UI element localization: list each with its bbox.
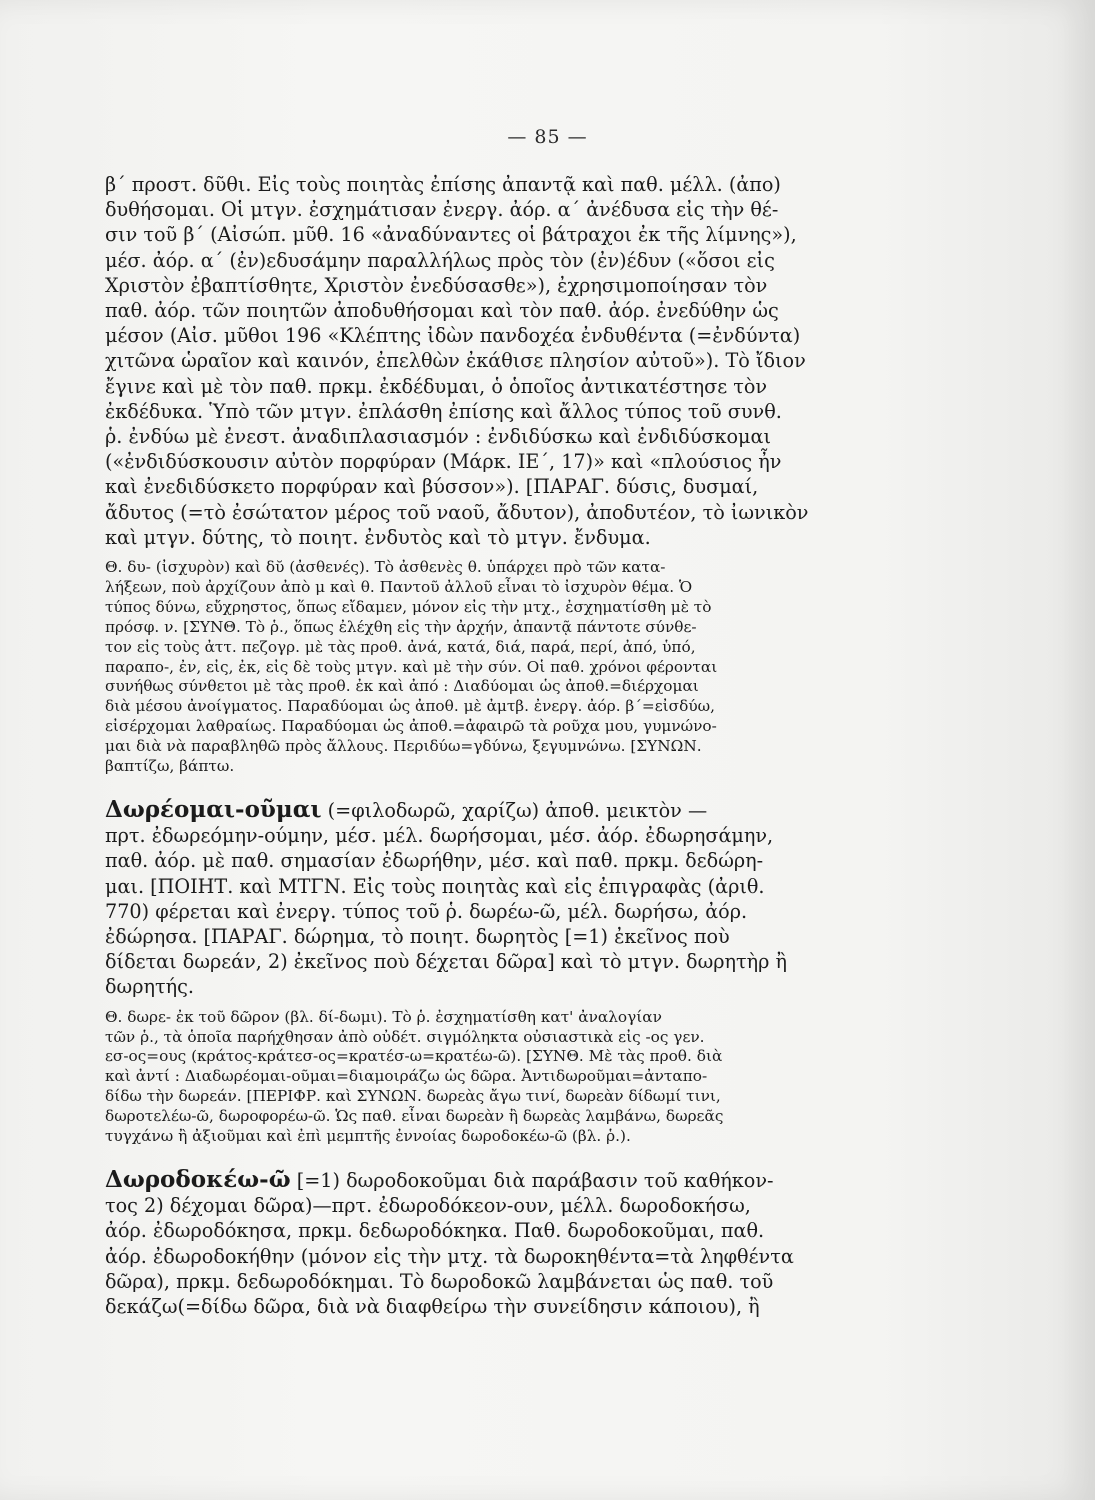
etymology-note — [105, 1008, 895, 1147]
note-line: δωροτελέω-ῶ, δωροφορέω-ῶ. Ὡς παθ. εἶναι δωρεὰν ἢ δωρεὰς λαμβάνω, δωρεᾶς — [105, 1107, 724, 1126]
text-line: δίδεται δωρεάν, 2) ἐκεῖνος ποὺ δέχεται δῶρα] καὶ τὸ μτγν. δωρητὴρ ἢ — [105, 950, 788, 974]
dictionary-entry — [105, 797, 895, 1000]
etymology-note — [105, 558, 895, 777]
text-line: δῶρα), πρκμ. δεδωροδόκημαι. Τὸ δωροδοκῶ λαμβάνεται ὡς παθ. τοῦ — [105, 1269, 774, 1293]
note-line: λήξεων, ποὺ ἀρχίζουν ἀπὸ μ καὶ θ. Παντοῦ ἀλλοῦ εἶναι τὸ ἰσχυρὸν θέμα. Ὁ — [105, 577, 693, 596]
note-line: δίδω τὴν δωρεάν. [ΠΕΡΙΦΡ. καὶ ΣΥΝΩΝ. δωρεὰς ἄγω τινί, δωρεὰν δίδωμί τινι, — [105, 1087, 721, 1106]
note-line: Θ. δωρε- ἐκ τοῦ δῶρον (βλ. δί-δωμι). Τὸ ῥ. ἐσχηματίσθη κατ' ἀναλογίαν — [105, 1007, 662, 1026]
text-line: ἐκδέδυκα. Ὑπὸ τῶν μτγν. ἐπλάσθη ἐπίσης καὶ ἄλλος τύπος τοῦ συνθ. — [105, 399, 782, 423]
text-line: Χριστὸν ἐβαπτίσθητε, Χριστὸν ἐνεδύσασθε»), ἐχρησιμοποίησαν τὸν — [105, 273, 768, 297]
note-line: παραπο-, ἐν, εἰς, ἐκ, εἰς δὲ τοὺς μτγν. καὶ μὲ τὴν σύν. Οἱ παθ. χρόνοι φέρονται — [105, 657, 718, 676]
text-line: καὶ ἐνεδιδύσκετο πορφύραν καὶ βύσσον»). [ΠΑΡΑΓ. δύσις, δυσμαί, — [105, 475, 759, 499]
intro-paragraph — [105, 172, 895, 550]
note-line: τυγχάνω ἢ ἀξιοῦμαι καὶ ἐπὶ μεμπτῆς ἐννοίας δωροδοκέω-ῶ (βλ. ῥ.). — [105, 1127, 631, 1146]
text-line: ἀόρ. ἐδωροδόκησα, πρκμ. δεδωροδόκηκα. Παθ. δωροδοκοῦμαι, παθ. — [105, 1219, 765, 1243]
text-line: ῥ. ἐνδύω μὲ ἐνεστ. ἀναδιπλασιασμόν : ἐνδιδύσκω καὶ ἐνδιδύσκομαι — [105, 425, 771, 449]
text-line: πρτ. ἐδωρεόμην-ούμην, μέσ. μέλ. δωρήσομαι, μέσ. ἀόρ. ἐδωρησάμην, — [105, 824, 774, 848]
text-line: ἄδυτος (=τὸ ἐσώτατον μέρος τοῦ ναοῦ, ἄδυτον), ἀποδυτέον, τὸ ἰωνικὸν — [105, 500, 809, 524]
entry-lemma: Δωρέομαι-οῦμαι — [105, 796, 322, 824]
text-line: παθ. ἀόρ. τῶν ποιητῶν ἀποδυθήσομαι καὶ τὸν παθ. ἀόρ. ἐνεδύθην ὡς — [105, 299, 779, 323]
note-line: συνήθως σύνθετοι μὲ τὰς προθ. ἐκ καὶ ἀπό : Διαδύομαι ὡς ἀποθ.=διέρχομαι — [105, 677, 699, 696]
note-line: τῶν ῥ., τὰ ὁποῖα παρήχθησαν ἀπὸ οὐδέτ. σιγμόληκτα οὐσιαστικὰ εἰς -ος γεν. — [105, 1027, 705, 1046]
page-content — [105, 172, 895, 1319]
text-line: ἐδώρησα. [ΠΑΡΑΓ. δώρημα, τὸ ποιητ. δωρητὸς [=1) ἐκεῖνος ποὺ — [105, 925, 730, 949]
text-line: δυθήσομαι. Οἱ μτγν. ἐσχημάτισαν ἐνεργ. ἀόρ. α΄ ἀνέδυσα εἰς τὴν θέ- — [105, 198, 779, 222]
text-line: («ἐνδιδύσκουσιν αὐτὸν πορφύραν (Μάρκ. ΙΕ΄, 17)» καὶ «πλούσιος ἦν — [105, 450, 782, 474]
text-line: β΄ προστ. δῦθι. Εἰς τοὺς ποιητὰς ἐπίσης ἀπαντᾷ καὶ παθ. μέλλ. (ἀπο) — [105, 173, 781, 196]
text-line: ἀόρ. ἐδωροδοκήθην (μόνον εἰς τὴν μτχ. τὰ δωροκηθέντα=τὰ ληφθέντα — [105, 1244, 794, 1268]
note-line: διὰ μέσου ἀνοίγματος. Παραδύομαι ὡς ἀποθ. μὲ ἀμτβ. ἐνεργ. ἀόρ. β΄=εἰσδύω, — [105, 697, 715, 716]
note-line: τον εἰς τοὺς ἀττ. πεζογρ. μὲ τὰς προθ. ἀνά, κατά, διά, παρά, περί, ἀπό, ὑπό, — [105, 637, 696, 656]
dictionary-entry — [105, 1167, 895, 1319]
text-line: 770) φέρεται καὶ ἐνεργ. τύπος τοῦ ῥ. δωρέω-ῶ, μέλ. δωρήσω, ἀόρ. — [105, 899, 748, 923]
text-line: καὶ μτγν. δύτης, τὸ ποιητ. ἐνδυτὸς καὶ τὸ μτγν. ἔνδυμα. — [105, 525, 651, 549]
entry-text: (=φιλοδωρῶ, χαρίζω) ἀποθ. μεικτὸν — — [321, 799, 708, 823]
note-line: Θ. δυ- (ἰσχυρὸν) καὶ δῠ (ἀσθενές). Τὸ ἀσθενὲς θ. ὑπάρχει πρὸ τῶν κατα- — [105, 558, 666, 577]
text-line — [105, 797, 895, 823]
note-line: βαπτίζω, βάπτω. — [105, 757, 235, 776]
note-line: μαι διὰ νὰ παραβληθῶ πρὸς ἄλλους. Περιδύω=γδύνω, ξεγυμνώνω. [ΣΥΝΩΝ. — [105, 737, 702, 756]
text-line: σιν τοῦ β΄ (Αἰσώπ. μῦθ. 16 «ἀναδύναντες οἱ βάτραχοι ἐκ τῆς λίμνης»), — [105, 223, 797, 247]
text-line: δεκάζω(=δίδω δῶρα, διὰ νὰ διαφθείρω τὴν συνείδησιν κάποιου), ἢ — [105, 1295, 760, 1318]
note-line: πρόσφ. ν. [ΣΥΝΘ. Τὸ ῥ., ὅπως ἐλέχθη εἰς τὴν ἀρχήν, ἀπαντᾷ πάντοτε σύνθε- — [105, 617, 697, 636]
text-line: παθ. ἀόρ. μὲ παθ. σημασίαν ἐδωρήθην, μέσ. καὶ παθ. πρκμ. δεδώρη- — [105, 849, 764, 873]
text-line — [105, 1167, 895, 1193]
text-line: χιτῶνα ὡραῖον καὶ καινόν, ἐπελθὼν ἐκάθισε πλησίον αὐτοῦ»). Τὸ ἴδιον — [105, 349, 806, 373]
text-line: δωρητής. — [105, 975, 194, 999]
note-line: καὶ ἀντί : Διαδωρέομαι-οῦμαι=διαμοιράζω ὡς δῶρα. Ἀντιδωροῦμαι=ἀνταπο- — [105, 1067, 708, 1086]
text-line: τος 2) δέχομαι δῶρα)—πρτ. ἐδωροδόκεον-ουν, μέλλ. δωροδοκήσω, — [105, 1194, 751, 1218]
text-line: μέσ. ἀόρ. α΄ (ἐν)εδυσάμην παραλλήλως πρὸς τὸν (ἐν)έδυν («ὅσοι εἰς — [105, 248, 775, 272]
note-line: εἰσέρχομαι λαθραίως. Παραδύομαι ὡς ἀποθ.=ἀφαιρῶ τὰ ροῦχα μου, γυμνώνο- — [105, 717, 717, 736]
entry-text: [=1) δωροδοκοῦμαι διὰ παράβασιν τοῦ καθήκον- — [290, 1168, 774, 1192]
note-line: τύπος δύνω, εὔχρηστος, ὅπως εἴδαμεν, μόνον εἰς τὴν μτχ., ἐσχηματίσθη μὲ τὸ — [105, 597, 712, 616]
page-number: — 85 — — [507, 126, 588, 148]
note-line: εσ-ος=ους (κράτος-κράτεσ-ος=κρατέσ-ω=κρατέω-ῶ). [ΣΥΝΘ. Μὲ τὰς προθ. διὰ — [105, 1047, 723, 1066]
text-line: ἔγινε καὶ μὲ τὸν παθ. πρκμ. ἐκδέδυμαι, ὁ ὁποῖος ἀντικατέστησε τὸν — [105, 374, 768, 398]
entry-lemma: Δωροδοκέω-ῶ — [105, 1165, 291, 1193]
text-line: μαι. [ΠΟΙΗΤ. καὶ ΜΤΓΝ. Εἰς τοὺς ποιητὰς καὶ εἰς ἐπιγραφὰς (ἀριθ. — [105, 874, 765, 898]
text-line: μέσον (Αἰσ. μῦθοι 196 «Κλέπτης ἰδὼν πανδοχέα ἐνδυθέντα (=ἐνδύντα) — [105, 324, 801, 348]
